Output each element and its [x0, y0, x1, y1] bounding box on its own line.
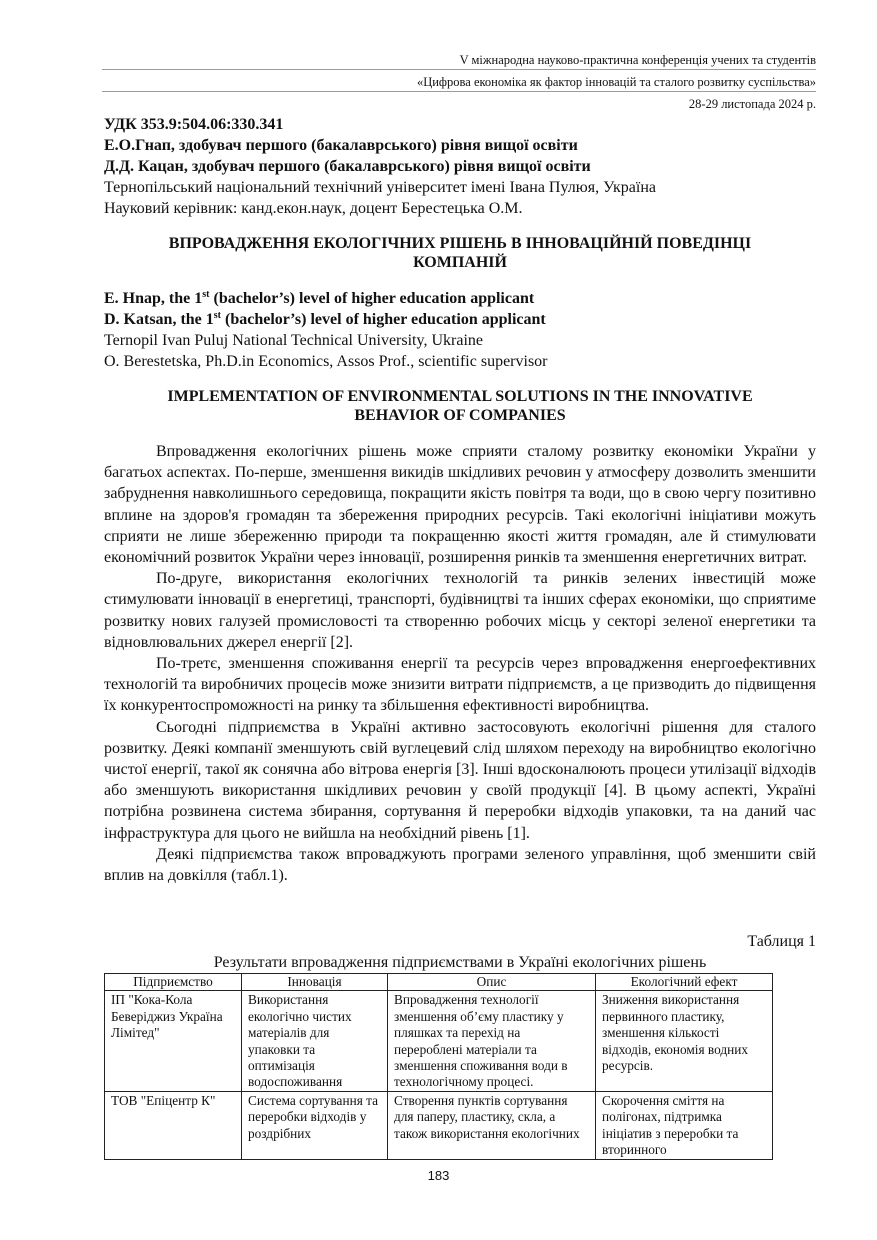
table-cell: Створення пунктів сортування для паперу, пластику, скла, а також використання екологічних — [388, 1091, 596, 1159]
conference-theme: «Цифрова економіка як фактор інновацій та сталого розвитку суспільства» — [416, 75, 816, 89]
paragraph: По-друге, використання екологічних технологій та ринків зелених інвестицій може стимулювати інновації в енергетиці, транспорті, будівництві та інших сферах економіки, що сприятиме розвитку нових галузей промисловості та створенню робочих місць у секторі зеленої енергетики та відновлювальних джерел енергії [2]. — [104, 570, 816, 651]
table-cell: ТОВ "Епіцентр К" — [105, 1091, 242, 1159]
header-rule — [102, 91, 816, 92]
column-header: Екологічний ефект — [596, 974, 773, 991]
table-cell: Використання екологічно чистих матеріалів для упаковки та оптимізація водоспоживання — [242, 991, 388, 1091]
paragraph: Сьогодні підприємства в Україні активно застосовують екологічні рішення для сталого розвитку. Деякі компанії зменшують свій вуглецевий слід шляхом переходу на виробництво екологічно чистої енергії, такої як сонячна або вітрова енергія [3]. Інші вдосконалюють процеси утилізації відходів або зменшують використання шкідливих речовин у своїй продукції [4]. В цьому аспекті, Україні потрібна розвинена система збирання, сортування й переробки відходів упаковки, та на даний час інфраструктура для цього не вийшла на необхідний рівень [1]. — [104, 718, 816, 842]
table-cell: Зниження використання первинного пластику, зменшення кількості відходів, економія водних ресурсів. — [596, 991, 773, 1091]
author-line: Е.О.Гнап, здобувач першого (бакалаврського) рівня вищої освіти — [104, 137, 578, 154]
paragraph: Деякі підприємства також впроваджують програми зеленого управління, щоб зменшити свій вплив на довкілля (табл.1). — [104, 845, 816, 885]
table-cell: ІП "Кока-Кола Беверіджиз Україна Лімітед" — [105, 991, 242, 1091]
column-header: Опис — [388, 974, 596, 991]
table-header-row — [105, 974, 773, 991]
table-caption: Результати впровадження підприємствами в Україні екологічних рішень — [213, 954, 707, 971]
body-text — [104, 441, 816, 886]
title-line: IMPLEMENTATION OF ENVIRONMENTAL SOLUTIONS IN THE INNOVATIVE — [167, 388, 753, 405]
table-cell: Впровадження технології зменшення об’єму пластику у пляшках та перехід на перероблені матеріали та зменшення споживання води в технологічному процесі. — [388, 991, 596, 1091]
column-header: Підприємство — [105, 974, 242, 991]
title-en — [104, 387, 816, 425]
udc-code: УДК 353.9:504.06:330.341 — [104, 116, 284, 133]
author-line: E. Hnap, the 1st (bachelor’s) level of higher education applicant — [104, 289, 535, 307]
table-row — [105, 1091, 773, 1159]
title-line: КОМПАНІЙ — [413, 254, 507, 271]
table-number: Таблиця 1 — [747, 933, 816, 950]
affiliation: Ternopil Ivan Puluj National Technical University, Ukraine — [104, 332, 483, 349]
author-line: D. Katsan, the 1st (bachelor’s) level of higher education applicant — [104, 310, 546, 328]
conference-header: V міжнародна науково-практична конференція учених та студентів — [459, 53, 816, 67]
page-number: 183 — [427, 1168, 450, 1183]
header-rule — [102, 69, 816, 70]
results-table — [104, 973, 773, 1160]
author-line: Д.Д. Кацан, здобувач першого (бакалаврського) рівня вищої освіти — [104, 158, 591, 175]
affiliation: Тернопільський національний технічний університет імені Івана Пулюя, Україна — [104, 179, 656, 196]
table-cell: Скорочення сміття на полігонах, підтримка ініціатив з переробки та вторинного — [596, 1091, 773, 1159]
table-row — [105, 991, 773, 1091]
supervisor: O. Berestetska, Ph.D.in Economics, Assos Prof., scientific supervisor — [104, 353, 548, 370]
conference-date: 28-29 листопада 2024 р. — [688, 97, 816, 111]
table-cell: Система сортування та переробки відходів у роздрібних — [242, 1091, 388, 1159]
column-header: Інновація — [242, 974, 388, 991]
author-block-ua — [104, 114, 816, 219]
title-line: BEHAVIOR OF COMPANIES — [354, 407, 566, 424]
supervisor: Науковий керівник: канд.екон.наук, доцент Берестецька О.М. — [104, 200, 523, 217]
title-ua — [104, 234, 816, 272]
author-block-en — [104, 288, 816, 372]
paragraph: По-третє, зменшення споживання енергії та ресурсів через впровадження енергоефективних технологій та виробничих процесів може знизити витрати підприємств, а це призводить до підвищення їх конкурентоспроможності на ринку та збільшення ефективності виробництва. — [104, 655, 816, 715]
paragraph: Впровадження екологічних рішень може сприяти сталому розвитку економіки України у багатьох аспектах. По-перше, зменшення викидів шкідливих речовин у атмосферу дозволить зменшити забруднення навколишнього середовища, покращити якість повітря та води, що в свою чергу позитивно вплине на здоров'я громадян та збереження природних ресурсів. Такі екологічні ініціативи можуть сприяти не лише збереженню природи та покращенню якості життя громадян, але й стимулювати економічний розвиток України через інновації, розширення ринків та зменшення енергетичних витрат. — [104, 443, 816, 567]
title-line: ВПРОВАДЖЕННЯ ЕКОЛОГІЧНИХ РІШЕНЬ В ІННОВАЦІЙНІЙ ПОВЕДІНЦІ — [168, 235, 752, 252]
